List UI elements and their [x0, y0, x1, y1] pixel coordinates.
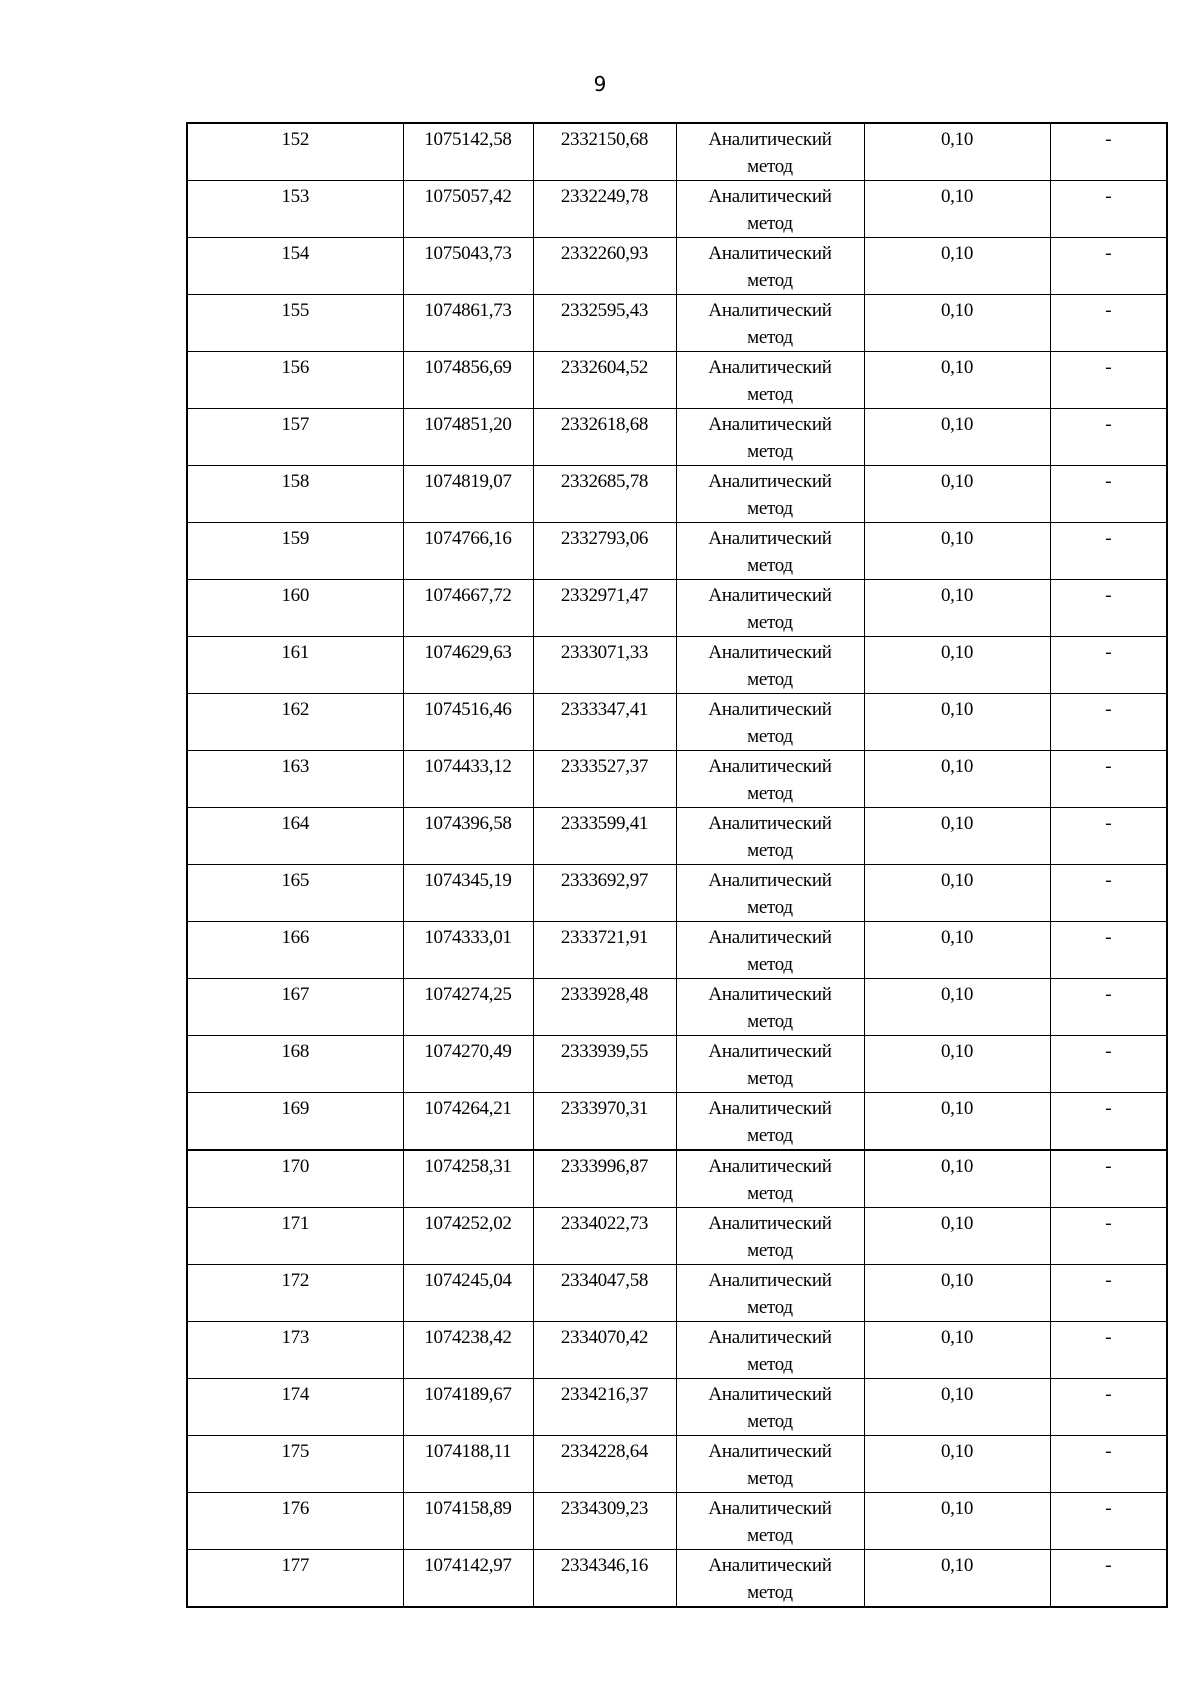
- note-cell: -: [1050, 181, 1167, 238]
- note-cell: -: [1050, 1208, 1167, 1265]
- page-number: 9: [593, 72, 607, 96]
- note-cell: -: [1050, 523, 1167, 580]
- method-cell: [676, 123, 864, 181]
- note-cell: -: [1050, 1036, 1167, 1093]
- y-coordinate-cell: 2334228,64: [533, 1436, 676, 1493]
- accuracy-cell: 0,10: [864, 352, 1050, 409]
- method-text: Аналитический метод: [708, 528, 832, 576]
- method-text: Аналитический метод: [708, 129, 832, 177]
- note-cell: -: [1050, 295, 1167, 352]
- accuracy-cell: 0,10: [864, 1493, 1050, 1550]
- point-number-cell: 152: [187, 123, 403, 181]
- accuracy-cell: 0,10: [864, 1150, 1050, 1208]
- table-row: [187, 1322, 1167, 1379]
- y-coordinate-cell: 2334216,37: [533, 1379, 676, 1436]
- method-cell: [676, 1036, 864, 1093]
- y-coordinate-cell: 2334346,16: [533, 1550, 676, 1608]
- accuracy-cell: 0,10: [864, 580, 1050, 637]
- method-text: Аналитический метод: [708, 1156, 832, 1204]
- method-cell: [676, 1150, 864, 1208]
- point-number-cell: 170: [187, 1150, 403, 1208]
- y-coordinate-cell: 2332150,68: [533, 123, 676, 181]
- note-cell: -: [1050, 1265, 1167, 1322]
- y-coordinate-cell: 2332249,78: [533, 181, 676, 238]
- accuracy-cell: 0,10: [864, 181, 1050, 238]
- method-text: Аналитический метод: [708, 585, 832, 633]
- note-cell: -: [1050, 352, 1167, 409]
- accuracy-cell: 0,10: [864, 637, 1050, 694]
- method-text: Аналитический метод: [708, 1270, 832, 1318]
- table-row: [187, 466, 1167, 523]
- point-number-cell: 154: [187, 238, 403, 295]
- note-cell: -: [1050, 979, 1167, 1036]
- accuracy-cell: 0,10: [864, 1436, 1050, 1493]
- x-coordinate-cell: 1074188,11: [403, 1436, 533, 1493]
- table-row: [187, 865, 1167, 922]
- x-coordinate-cell: 1074667,72: [403, 580, 533, 637]
- y-coordinate-cell: 2332971,47: [533, 580, 676, 637]
- y-coordinate-cell: 2333692,97: [533, 865, 676, 922]
- point-number-cell: 165: [187, 865, 403, 922]
- method-cell: [676, 922, 864, 979]
- method-cell: [676, 352, 864, 409]
- table-row: [187, 1036, 1167, 1093]
- point-number-cell: 173: [187, 1322, 403, 1379]
- method-cell: [676, 979, 864, 1036]
- method-text: Аналитический метод: [708, 1327, 832, 1375]
- accuracy-cell: 0,10: [864, 1208, 1050, 1265]
- method-text: Аналитический метод: [708, 984, 832, 1032]
- x-coordinate-cell: 1074629,63: [403, 637, 533, 694]
- point-number-cell: 172: [187, 1265, 403, 1322]
- y-coordinate-cell: 2333996,87: [533, 1150, 676, 1208]
- y-coordinate-cell: 2333928,48: [533, 979, 676, 1036]
- accuracy-cell: 0,10: [864, 523, 1050, 580]
- point-number-cell: 162: [187, 694, 403, 751]
- accuracy-cell: 0,10: [864, 751, 1050, 808]
- note-cell: -: [1050, 1436, 1167, 1493]
- x-coordinate-cell: 1074252,02: [403, 1208, 533, 1265]
- table-row: [187, 238, 1167, 295]
- table-row: [187, 637, 1167, 694]
- y-coordinate-cell: 2333347,41: [533, 694, 676, 751]
- accuracy-cell: 0,10: [864, 694, 1050, 751]
- table-row: [187, 1208, 1167, 1265]
- point-number-cell: 169: [187, 1093, 403, 1151]
- accuracy-cell: 0,10: [864, 1379, 1050, 1436]
- y-coordinate-cell: 2332618,68: [533, 409, 676, 466]
- point-number-cell: 161: [187, 637, 403, 694]
- method-text: Аналитический метод: [708, 414, 832, 462]
- point-number-cell: 177: [187, 1550, 403, 1608]
- x-coordinate-cell: 1075142,58: [403, 123, 533, 181]
- x-coordinate-cell: 1074766,16: [403, 523, 533, 580]
- y-coordinate-cell: 2333071,33: [533, 637, 676, 694]
- point-number-cell: 171: [187, 1208, 403, 1265]
- accuracy-cell: 0,10: [864, 238, 1050, 295]
- table-row: [187, 922, 1167, 979]
- method-cell: [676, 295, 864, 352]
- note-cell: -: [1050, 865, 1167, 922]
- method-text: Аналитический метод: [708, 1098, 832, 1146]
- x-coordinate-cell: 1075057,42: [403, 181, 533, 238]
- method-text: Аналитический метод: [708, 813, 832, 861]
- table-row: [187, 123, 1167, 181]
- accuracy-cell: 0,10: [864, 1550, 1050, 1608]
- point-number-cell: 155: [187, 295, 403, 352]
- method-text: Аналитический метод: [708, 1555, 832, 1603]
- x-coordinate-cell: 1074158,89: [403, 1493, 533, 1550]
- accuracy-cell: 0,10: [864, 865, 1050, 922]
- point-number-cell: 168: [187, 1036, 403, 1093]
- table-row: [187, 1493, 1167, 1550]
- point-number-cell: 163: [187, 751, 403, 808]
- y-coordinate-cell: 2332793,06: [533, 523, 676, 580]
- point-number-cell: 160: [187, 580, 403, 637]
- point-number-cell: 156: [187, 352, 403, 409]
- x-coordinate-cell: 1075043,73: [403, 238, 533, 295]
- x-coordinate-cell: 1074245,04: [403, 1265, 533, 1322]
- method-cell: [676, 694, 864, 751]
- method-text: Аналитический метод: [708, 1213, 832, 1261]
- table-row: [187, 694, 1167, 751]
- point-number-cell: 158: [187, 466, 403, 523]
- note-cell: -: [1050, 580, 1167, 637]
- point-number-cell: 176: [187, 1493, 403, 1550]
- coordinates-table-body: [187, 123, 1167, 1607]
- table-row: [187, 181, 1167, 238]
- method-text: Аналитический метод: [708, 357, 832, 405]
- y-coordinate-cell: 2333527,37: [533, 751, 676, 808]
- x-coordinate-cell: 1074264,21: [403, 1093, 533, 1151]
- method-cell: [676, 238, 864, 295]
- method-text: Аналитический метод: [708, 870, 832, 918]
- method-cell: [676, 580, 864, 637]
- accuracy-cell: 0,10: [864, 1265, 1050, 1322]
- x-coordinate-cell: 1074270,49: [403, 1036, 533, 1093]
- note-cell: -: [1050, 466, 1167, 523]
- note-cell: -: [1050, 637, 1167, 694]
- y-coordinate-cell: 2332685,78: [533, 466, 676, 523]
- y-coordinate-cell: 2333939,55: [533, 1036, 676, 1093]
- accuracy-cell: 0,10: [864, 466, 1050, 523]
- note-cell: -: [1050, 922, 1167, 979]
- method-cell: [676, 1436, 864, 1493]
- table-row: [187, 295, 1167, 352]
- method-text: Аналитический метод: [708, 243, 832, 291]
- accuracy-cell: 0,10: [864, 1036, 1050, 1093]
- method-cell: [676, 751, 864, 808]
- table-row: [187, 409, 1167, 466]
- accuracy-cell: 0,10: [864, 295, 1050, 352]
- x-coordinate-cell: 1074189,67: [403, 1379, 533, 1436]
- method-text: Аналитический метод: [708, 699, 832, 747]
- table-row: [187, 808, 1167, 865]
- y-coordinate-cell: 2334022,73: [533, 1208, 676, 1265]
- y-coordinate-cell: 2333599,41: [533, 808, 676, 865]
- y-coordinate-cell: 2332604,52: [533, 352, 676, 409]
- x-coordinate-cell: 1074819,07: [403, 466, 533, 523]
- method-cell: [676, 1208, 864, 1265]
- table-row: [187, 1550, 1167, 1608]
- method-cell: [676, 409, 864, 466]
- method-cell: [676, 808, 864, 865]
- table-row: [187, 1093, 1167, 1151]
- method-cell: [676, 1093, 864, 1151]
- point-number-cell: 174: [187, 1379, 403, 1436]
- note-cell: -: [1050, 1150, 1167, 1208]
- method-cell: [676, 1322, 864, 1379]
- x-coordinate-cell: 1074238,42: [403, 1322, 533, 1379]
- accuracy-cell: 0,10: [864, 1322, 1050, 1379]
- x-coordinate-cell: 1074345,19: [403, 865, 533, 922]
- point-number-cell: 175: [187, 1436, 403, 1493]
- x-coordinate-cell: 1074333,01: [403, 922, 533, 979]
- accuracy-cell: 0,10: [864, 979, 1050, 1036]
- method-text: Аналитический метод: [708, 186, 832, 234]
- method-text: Аналитический метод: [708, 642, 832, 690]
- note-cell: -: [1050, 1379, 1167, 1436]
- method-text: Аналитический метод: [708, 1441, 832, 1489]
- x-coordinate-cell: 1074258,31: [403, 1150, 533, 1208]
- method-cell: [676, 1265, 864, 1322]
- method-text: Аналитический метод: [708, 927, 832, 975]
- accuracy-cell: 0,10: [864, 409, 1050, 466]
- x-coordinate-cell: 1074516,46: [403, 694, 533, 751]
- note-cell: -: [1050, 1093, 1167, 1151]
- method-text: Аналитический метод: [708, 1041, 832, 1089]
- x-coordinate-cell: 1074856,69: [403, 352, 533, 409]
- accuracy-cell: 0,10: [864, 123, 1050, 181]
- method-cell: [676, 1550, 864, 1608]
- point-number-cell: 153: [187, 181, 403, 238]
- table-row: [187, 1150, 1167, 1208]
- point-number-cell: 157: [187, 409, 403, 466]
- y-coordinate-cell: 2333721,91: [533, 922, 676, 979]
- method-cell: [676, 1493, 864, 1550]
- method-text: Аналитический метод: [708, 471, 832, 519]
- method-cell: [676, 523, 864, 580]
- coordinates-table: [186, 122, 1168, 1608]
- table-row: [187, 979, 1167, 1036]
- table-row: [187, 352, 1167, 409]
- note-cell: -: [1050, 1550, 1167, 1608]
- note-cell: -: [1050, 751, 1167, 808]
- point-number-cell: 164: [187, 808, 403, 865]
- x-coordinate-cell: 1074861,73: [403, 295, 533, 352]
- note-cell: -: [1050, 1493, 1167, 1550]
- point-number-cell: 159: [187, 523, 403, 580]
- note-cell: -: [1050, 694, 1167, 751]
- x-coordinate-cell: 1074851,20: [403, 409, 533, 466]
- method-cell: [676, 466, 864, 523]
- note-cell: -: [1050, 1322, 1167, 1379]
- method-text: Аналитический метод: [708, 1384, 832, 1432]
- accuracy-cell: 0,10: [864, 1093, 1050, 1151]
- table-row: [187, 523, 1167, 580]
- y-coordinate-cell: 2332260,93: [533, 238, 676, 295]
- method-text: Аналитический метод: [708, 1498, 832, 1546]
- method-cell: [676, 1379, 864, 1436]
- method-cell: [676, 181, 864, 238]
- method-text: Аналитический метод: [708, 756, 832, 804]
- x-coordinate-cell: 1074142,97: [403, 1550, 533, 1608]
- note-cell: -: [1050, 808, 1167, 865]
- y-coordinate-cell: 2332595,43: [533, 295, 676, 352]
- table-row: [187, 751, 1167, 808]
- note-cell: -: [1050, 123, 1167, 181]
- method-text: Аналитический метод: [708, 300, 832, 348]
- x-coordinate-cell: 1074396,58: [403, 808, 533, 865]
- accuracy-cell: 0,10: [864, 922, 1050, 979]
- method-cell: [676, 637, 864, 694]
- point-number-cell: 166: [187, 922, 403, 979]
- table-row: [187, 580, 1167, 637]
- accuracy-cell: 0,10: [864, 808, 1050, 865]
- y-coordinate-cell: 2334070,42: [533, 1322, 676, 1379]
- x-coordinate-cell: 1074433,12: [403, 751, 533, 808]
- table-row: [187, 1379, 1167, 1436]
- table-row: [187, 1265, 1167, 1322]
- note-cell: -: [1050, 238, 1167, 295]
- y-coordinate-cell: 2334309,23: [533, 1493, 676, 1550]
- point-number-cell: 167: [187, 979, 403, 1036]
- method-cell: [676, 865, 864, 922]
- x-coordinate-cell: 1074274,25: [403, 979, 533, 1036]
- table-row: [187, 1436, 1167, 1493]
- y-coordinate-cell: 2333970,31: [533, 1093, 676, 1151]
- note-cell: -: [1050, 409, 1167, 466]
- y-coordinate-cell: 2334047,58: [533, 1265, 676, 1322]
